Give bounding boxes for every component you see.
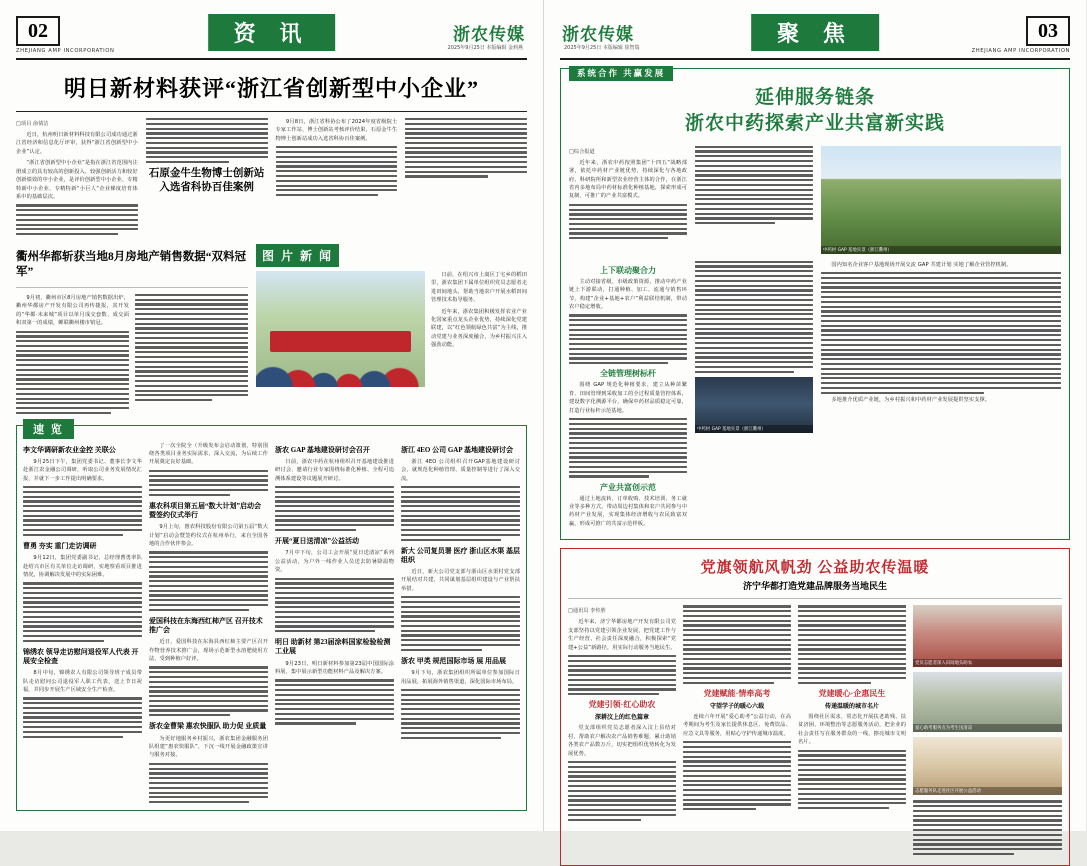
left-main-lead (16, 131, 138, 201)
photo-meeting-caption: 中药材 GAP 基地实景（浙江衢州） (695, 425, 813, 433)
brief-body-5 (149, 638, 268, 663)
briefs-col-3 (275, 442, 394, 806)
brief-title-11: 明日 助新材 第23届涂料国家检验检测 工业展 (275, 638, 391, 656)
feature-sub-1-filler (683, 741, 791, 810)
brief-body-7-p: 日前，浙农中药在杭州组织召开基地建设推进研讨会，邀请行业专家围绕标准化种植、全程可追溯体系建设等议题展开研讨。 (275, 458, 394, 482)
right-main-photos (821, 146, 1061, 254)
left-col-4 (405, 118, 527, 238)
brief-title-1: 曹勇 夯实 重门走访调研 (23, 541, 97, 550)
right-section-1-body-p: 围绕 GAP 规范化种植要求，建立从种苗繁育、田间管理到采收加工的全过程质量管控体系，建设数字化溯源平台，确保中药材品质稳定可靠，打造行业标杆示范基地。 (569, 382, 687, 414)
left-masthead-english: ZHEJIANG AMP INCORPORATION (16, 48, 115, 54)
right-section-tag: 聚 焦 (751, 14, 879, 51)
right-section-2-title: 产业共富创示范 (600, 482, 656, 492)
right-main-col-right (821, 261, 1061, 532)
photo-meeting (695, 377, 813, 433)
left-col-1 (16, 118, 138, 238)
briefs-header-label: 速 览 (23, 419, 74, 439)
right-main-mid-filler-1 (695, 261, 813, 373)
right-section-2-body-p: 通过土地流转、订单收购、技术培训、务工就业等多种方式，带动周边村集体和农户共同参与中药材产业发展，实现集体经济增收与农民致富双赢，形成可推广的共富示范样板。 (569, 495, 687, 527)
photo-caption-bottom (431, 308, 527, 350)
feature-sub-2-filler (798, 750, 906, 810)
right-main-col-mid (695, 261, 813, 532)
right-main-lead (569, 159, 687, 201)
left-page (0, 0, 543, 831)
brief-filler-2 (23, 697, 142, 737)
right-main-right-filler (821, 272, 1061, 394)
briefs-col-4 (401, 442, 520, 806)
photo-people-shape (256, 338, 425, 387)
brief-filler-8 (401, 486, 520, 541)
brief-body-1-p: 9月12日，集团党委副书记、总经理曹勇率队赴绍兴市区有关单位走访调研，实地察看项目推进情况，协调解决发展中的实际困难。 (23, 555, 142, 578)
feature-sub-2-title: 党建暖心·企惠民生 (818, 689, 886, 698)
feature-photo-col-filler (913, 800, 1062, 855)
left-briefs-panel (16, 425, 527, 811)
right-main-top-row (569, 146, 1061, 254)
feature-sub-1-body (683, 713, 791, 738)
left-main-headline: 明日新材料获评“浙江省创新型中小企业” (63, 76, 479, 101)
left-section-tag: 资 讯 (208, 14, 336, 51)
feature-sub-0-title: 党建引领·红心助农 (588, 700, 656, 710)
right-main-col2 (695, 146, 813, 254)
left-article3-columns (16, 294, 248, 417)
right-section-1-body (569, 381, 687, 415)
left-photo-wrap (256, 271, 425, 387)
brief-filler-3 (149, 470, 268, 496)
feature-col3-filler-top (798, 605, 906, 684)
brief-title-7: 浙农 GAP 基地建设研讨会召开 (275, 445, 370, 454)
photo-base-village-caption: 中药材 GAP 基地实景（浙江衢州） (821, 246, 1061, 254)
right-section-0-title: 上下联动聚合力 (600, 265, 656, 275)
right-main-col2-filler (695, 146, 813, 225)
left-main-byline: □项目 俞倩洁 (16, 121, 49, 127)
right-main-sections-row (569, 261, 1061, 532)
brief-title-9: 开展“夏日送清凉”公益活动 (275, 537, 359, 546)
left-page-number: 02 (16, 16, 60, 46)
brief-body-4 (149, 523, 268, 548)
left-article3-lead (16, 294, 129, 328)
left-a3-col2 (135, 294, 248, 417)
left-top-columns (16, 118, 527, 238)
left-article3-lead-p: 9月初，衢州市区8月房地产销售数据出炉，衢州华都房产开发有限公司再传捷报，其开发的“华都·未来城”项目以单月成交套数、成交面积双第一的成绩，蝉联衢州楼市销冠。 (16, 294, 129, 327)
photo-party-activity-2-caption: 爱心助考服务点为考生送清凉 (913, 724, 1062, 732)
feature-sub-0-body (568, 724, 676, 758)
brief-body-9-p: 7月中下旬，公司工会开展“夏日送清凉”系列公益活动，为户外一线作业人员送去防暑降温物资。 (275, 550, 394, 574)
feature-col-2 (683, 605, 791, 857)
brief-body-0-p: 9月25日下午，集团党委书记、董事长李文华赴浙江农金融公司调研，听取公司业务发展情况汇报，并就下一步工作提出明确要求。 (23, 458, 142, 482)
right-section-1-filler (569, 418, 687, 478)
feature-sub-0-filler (568, 761, 676, 821)
left-a3-col1 (16, 294, 129, 417)
brief-body-3-p: 了一次全院全（升级发布会启动策划，特别围绕各类项目业务实际需求，深入交流，为后续工作开展奠定良好基础。 (149, 442, 268, 466)
right-feature-panel (560, 548, 1070, 865)
feature-subtitle: 济宁华都打造党建品牌服务当地民生 (742, 581, 887, 592)
brief-filler-9 (275, 578, 394, 633)
brief-body-2-p: 8月中旬，锦绣农人有限公司领导班子成员带队走访慰问公司退役军人职工代表，送上节日祝福，并同步开展生产区域安全生产检查。 (23, 670, 142, 693)
left-main-lead-p1: 近日，杭州明日新材料科技有限公司成功通过浙江省经济和信息化厅评审，获得“浙江省创新型中小企业”认定。 (16, 132, 138, 155)
brief-filler-1 (23, 582, 142, 642)
left-col4-filler (405, 118, 527, 178)
brief-body-7 (275, 458, 394, 483)
right-photo-3-caption-p: 多地推介优质产业链，为乡村振兴和中药材产业发展提供坚实支撑。 (831, 397, 991, 404)
right-section-0-body-p: 主动对接省级、市级政策资源，推动中药产业链上下游联动，打通种植、加工、流通与销售环节，构建“企业+基地+农户”利益联结机制，带动农户稳定增收。 (569, 278, 687, 310)
left-rule-2 (16, 287, 248, 288)
brief-filler-4 (149, 551, 268, 611)
feature-title: 党旗领航风帆劲 公益助农传温暖 (700, 560, 930, 577)
left-article2-title: 石原金牛生物博士创新站入选省科协百佳案例 (148, 168, 265, 193)
brief-title-0: 李文华调研新农业金控 关联公 (23, 445, 116, 454)
brief-body-8 (401, 458, 520, 483)
brief-title-6: 浙农金曹梁 惠农快服队 助力促 业质量 (149, 722, 267, 731)
brief-body-10 (401, 568, 520, 593)
photo-party-activity-3-caption: 志愿服务队走进社区开展公益活动 (913, 787, 1062, 795)
right-section-1-title: 全链管理树标杆 (600, 369, 656, 379)
feature-sub-1-body-p: 连续六年开展“爱心助考”公益行动，在高考期间为考生及家长提供休息区、免费饮品、应急文具等服务，用贴心守护传递城市温度。 (683, 714, 791, 737)
feature-body-row (568, 605, 1062, 857)
brief-filler-6 (149, 763, 268, 803)
brief-body-4-p: 9月上旬，惠农科技股份有限公司第五届“数大计划”启动会暨签约仪式在杭州举行，来自全国各地的合作伙伴参会。 (149, 524, 268, 548)
brief-title-12: 浙农 甲类 规范国际市场 展 用品展 (401, 657, 506, 665)
right-photo-1-caption-text (821, 261, 1061, 269)
left-photo-news-block (256, 244, 527, 417)
left-a3c1-filler (16, 331, 129, 414)
left-photo-captions (431, 271, 527, 387)
left-article2-lead (276, 118, 398, 143)
left-col-2 (146, 118, 268, 238)
brief-body-8-p: 浙江 4EO 公司组织召开GAP基地建设研讨会，就规范化种植管理、质量控制等进行了深入交流。 (401, 458, 520, 482)
briefs-col-2 (149, 442, 268, 806)
right-section-0-body (569, 278, 687, 312)
brief-body-9 (275, 549, 394, 574)
brief-filler-7 (275, 486, 394, 531)
brief-title-5: 爱国科技在东海西红柿产区 召开技术推广会 (149, 617, 263, 635)
brief-title-2: 锦绣农 领导走访慰问退役军人代表 开展安全检查 (23, 647, 139, 665)
left-main-lead-p2: “浙江省创新型中小企业”是指在浙江省范围内注册成立的具有较高的创新投入、较强创新活力和较好创新绩效的中小企业，是评价创新型中小企业、专精特新中小企业、专精特新“小巨人”企业梯度培育体系中的基础层次。 (16, 160, 138, 200)
feature-sub-1-subtitle: 守望学子的暖心六载 (709, 704, 764, 710)
brief-title-4: 惠农科项目第五届“数大计划”启动会 暨签约仪式举行 (149, 501, 261, 520)
brief-body-2 (23, 669, 142, 694)
briefs-col-1 (23, 442, 142, 806)
brief-body-12-p: 9月下旬，浙农集团组织所属单位参加国际日用品展，拓展海外销售渠道，深化国际市场布局。 (401, 670, 520, 685)
photo-party-activity-1 (913, 605, 1062, 667)
right-main-title-line1: 延伸服务链条 (754, 86, 875, 108)
photo-caption-bottom-p: 近年来，浙农集团积极发挥农业产业化国家重点龙头企业优势，持续深化党建联建，以“红色领航绿色共富”为主线，推动党建与业务深度融合，为乡村振兴注入强劲动能。 (431, 308, 527, 349)
right-main-byline: □综合报道 (569, 148, 595, 155)
brief-body-10-p: 近日，新大公司党支部与浙山区水渠村党支部开展结对共建，共同谋划基层组织建设与产业帮扶举措。 (401, 568, 520, 592)
feature-sub-2-body (798, 713, 906, 747)
left-article2-lead-p: 9月8日，浙江省科协公布了2024年度省级院士专家工作站、博士创新站考核评价结果，石原金牛生物博士创新站成功入选省科协百佳案例。 (275, 119, 398, 142)
brief-filler-0 (23, 486, 142, 536)
brief-body-0 (23, 458, 142, 483)
right-main-title-line2: 浙农中药探索产业共富新实践 (684, 113, 945, 135)
right-main-lead-filler (569, 204, 687, 240)
feature-col1-filler (568, 655, 676, 695)
brief-body-11-p: 9月23日，明日新材料参加第23届中国国际涂料展，集中展示新型功能材料产品及解决方案。 (275, 660, 394, 675)
feature-sub-1-title: 党建赋能·情牵高考 (703, 689, 771, 698)
feature-byline: □通讯员 李传胜 (568, 608, 606, 615)
brief-body-3 (149, 442, 268, 467)
left-rule-1 (16, 111, 527, 112)
feature-sub-0-subtitle: 深耕汶上的红色篇章 (594, 715, 649, 722)
right-banner-kicker: 系统合作 共赢发展 (569, 66, 673, 81)
right-section-0-filler (569, 314, 687, 364)
right-photo-1-caption-p: 国内知名企业客户基地现场开展交流 GAP 共建计划 实地了解企业管控机制。 (831, 261, 1012, 268)
brief-filler-11 (275, 679, 394, 724)
feature-col-3 (798, 605, 906, 857)
brief-title-10: 新大 公司复员署 医疗 浙山区水渠 基层组织 (401, 546, 520, 564)
photo-party-activity-3 (913, 737, 1062, 795)
photo-caption-top-p: 日前，在绍兴市上虞区丁宅乡的稻田里，浙农集团下属单位组织党员志愿者走进田间地头，帮助当地农户开展水稻田间管理技术指导服务。 (431, 271, 527, 304)
brief-body-6 (149, 735, 268, 760)
right-section-2-body (569, 495, 687, 529)
right-masthead (560, 14, 1070, 60)
photo-news-tag: 图 片 新 闻 (256, 244, 339, 267)
photo-volunteer-group (256, 271, 425, 387)
feature-sub-2-body-p: 围绕社区需求，常态化开展扶老助残、扶贫济困、环境整治等志愿服务活动，把企业的社会责任写在服务群众的一线，擦亮城市文明名片。 (798, 714, 906, 746)
feature-lead (568, 618, 676, 652)
feature-lead-p: 近年来，济宁华都房地产开发有限公司党支部坚持以党建引领企业发展，把党建工作与生产经营、社会责任深度融合，积极探索“党建+公益”新路径，用实际行动服务当地民生。 (568, 619, 676, 651)
left-article3-block (16, 244, 248, 417)
left-brand-logo: 浙农传媒 (453, 25, 525, 44)
feature-col2-filler-top (683, 605, 791, 684)
feature-sub-0-body-p: 党支部组织党员志愿者深入汶上县结对村，帮助农户解决农产品销售难题，累计助销各类农产品数万斤，切实把组织优势转化为发展优势。 (568, 725, 676, 757)
right-brand-logo: 浙农传媒 (562, 25, 634, 44)
photo-base-village (821, 146, 1061, 254)
right-section-0 (569, 261, 687, 532)
right-page (543, 0, 1086, 831)
right-main-panel (560, 68, 1070, 540)
feature-sub-2-subtitle: 传递温暖的城市名片 (824, 704, 879, 710)
photo-party-activity-1-caption: 党员志愿者深入田间地头助农 (913, 659, 1062, 667)
photo-party-activity-2 (913, 672, 1062, 732)
feature-photo-column (913, 605, 1062, 857)
left-a3c2-filler (135, 294, 248, 401)
left-photo-news-body (256, 271, 527, 387)
left-briefs-columns (23, 442, 520, 806)
brief-filler-10 (401, 596, 520, 651)
brief-filler-12 (401, 689, 520, 739)
left-photo-news-header (256, 244, 527, 267)
brief-filler-5 (149, 666, 268, 716)
brief-body-1 (23, 554, 142, 579)
right-main-lead-p: 近年来，浙农中药按照集团“十四五”战略部署，依托中药材产业链优势，持续深化与各地政府、科研院所和新型农业经营主体的合作，在浙江省内多地布局中药材标准化种植基地，探索形成可复制、可推广的产业共富模式。 (569, 159, 687, 200)
photo-caption-top (431, 271, 527, 305)
brief-title-8: 浙江 4EO 公司 GAP 基地建设研讨会 (401, 445, 514, 454)
right-main-lead-col (569, 146, 687, 254)
left-col2-filler-top (146, 118, 268, 163)
left-briefs-header (23, 418, 520, 439)
left-masthead-date: 2025年9月25日 本版编辑 金莉燕 (447, 45, 523, 51)
right-page-number: 03 (1026, 16, 1070, 46)
left-col1-filler (16, 204, 138, 235)
left-middle-block (16, 244, 527, 417)
left-col3-filler (276, 146, 398, 196)
feature-rule (568, 598, 1062, 599)
left-article3-title: 衢州华都斩获当地8月房地产销售数据“双料冠军” (16, 250, 246, 279)
brief-body-5-p: 近日，爱国科技在东海县西红柿主要产区召开作物营养技术推广会，现场示范新型水溶肥使用方法，受到种植户好评。 (149, 639, 268, 663)
right-banner-kicker-wrap (569, 61, 1061, 81)
brief-body-6-p: 为更好地服务乡村振兴，浙农集团金融服务团队组建“惠农快服队”，下沉一线开展金融政策宣讲与服务对接。 (149, 735, 268, 759)
left-masthead (16, 14, 527, 60)
left-col-3 (276, 118, 398, 238)
right-masthead-date: 2025年9月25日 本版编辑 徐智瑞 (564, 45, 640, 51)
brief-body-11 (275, 660, 394, 677)
right-masthead-english: ZHEJIANG AMP INCORPORATION (971, 48, 1070, 54)
feature-col-1 (568, 605, 676, 857)
brief-body-12 (401, 669, 520, 686)
right-photo-3-caption-text (821, 396, 1061, 404)
